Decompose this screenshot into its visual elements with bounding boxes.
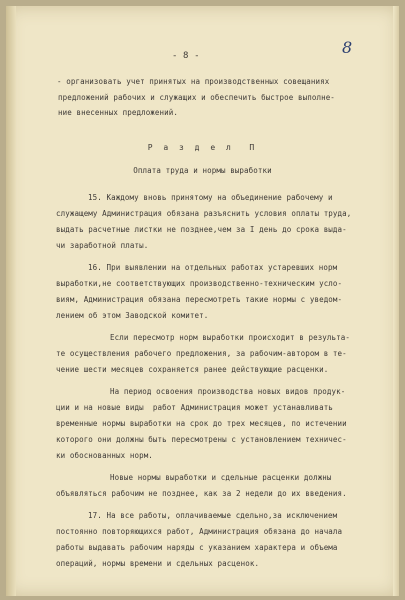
text-line: временные нормы выработки на срок до трех месяцев, по истечении [56, 419, 347, 428]
text-line: 15. Каждому вновь принятому на объединение рабочему и [88, 193, 333, 202]
text-line: ние внесенных предложений. [58, 108, 178, 117]
text-line: виям, Администрация обязана пересмотреть такие нормы с уведом- [56, 295, 343, 304]
binding-shadow [6, 6, 16, 596]
text-line: те осуществления рабочего предложения, за рабочим-автором в те- [56, 349, 347, 358]
text-line: чи заработной платы. [56, 241, 149, 250]
text-line: 16. При выявлении на отдельных работах устаревших норм [88, 263, 338, 272]
page-number: - 8 - [172, 51, 200, 61]
text-line: предложений рабочих и служащих и обеспечить быстрое выполне- [58, 93, 335, 102]
text-line: ции и на новые виды работ Администрация может устанавливать [56, 403, 333, 412]
document-page [6, 6, 399, 596]
text-line: выработки,не соответствующих производственно-техническим усло- [56, 279, 343, 288]
folio-number: 8 [342, 38, 353, 57]
text-line: 17. На все работы, оплачиваемые сдельно,за исключением [88, 511, 338, 520]
section-title: Р а з д е л П [147, 143, 258, 152]
section-subtitle: Оплата труда и нормы выработки [133, 166, 272, 175]
text-line: чение шести месяцев сохраняется ранее действующие расценки. [56, 365, 329, 374]
text-line: Новые нормы выработки и сдельные расценки должны [110, 473, 332, 482]
text-line: работы выдавать рабочим наряды с указанием характера и объема [56, 543, 338, 552]
text-line: лением об этом Заводской комитет. [56, 311, 209, 320]
text-line: - организовать учет принятых на производственных совещаниях [57, 77, 330, 86]
page-edge [393, 6, 399, 596]
text-line: постоянно повторяющихся работ, Администрация обязана до начала [56, 527, 343, 536]
text-line: объявляться рабочим не позднее, как за 2 недели до их введения. [56, 489, 347, 498]
text-line: служащему Администрация обязана разъяснить условия оплаты труда, [56, 209, 352, 218]
text-line: ки обоснованных норм. [56, 451, 153, 460]
text-line: операций, нормы времени и сдельных расценок. [56, 559, 260, 568]
text-line: На период освоения производства новых видов продук- [110, 387, 346, 396]
text-line: Если пересмотр норм выработки происходит в результа- [110, 333, 350, 342]
text-line: которого они должны быть пересмотрены с установлением техничес- [56, 435, 347, 444]
text-line: выдать расчетные листки не позднее,чем за I день до срока выда- [56, 225, 347, 234]
